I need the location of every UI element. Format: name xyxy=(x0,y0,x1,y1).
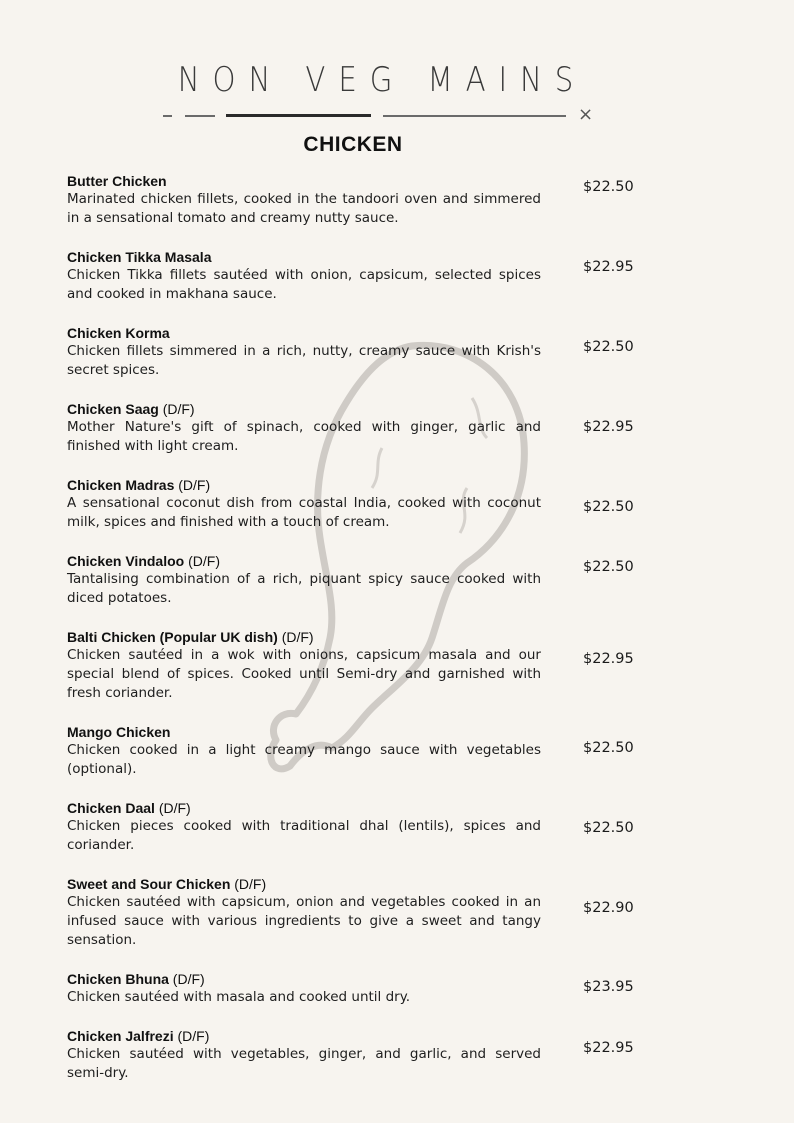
divider xyxy=(163,115,172,117)
menu-item xyxy=(67,629,707,703)
menu-item-price: $22.50 xyxy=(583,820,634,836)
menu-item-description: Tantalising combination of a rich, piquant spicy sauce cooked with diced potatoes. xyxy=(67,571,541,606)
menu-item-name: Chicken Korma xyxy=(67,325,170,341)
menu-item-title xyxy=(67,800,707,817)
menu-item xyxy=(67,876,707,950)
menu-item-description: Marinated chicken fillets, cooked in the tandoori oven and simmered in a sensational tomato and creamy nutty sauce. xyxy=(67,191,541,226)
menu-item-price: $22.50 xyxy=(583,740,634,756)
menu-item-description: Chicken sautéed with capsicum, onion and vegetables cooked in an infused sauce with various ingredients to give a sweet and tangy sensation. xyxy=(67,894,541,948)
dairy-free-tag: (D/F) xyxy=(178,477,211,493)
menu-item-price: $22.90 xyxy=(583,900,634,916)
section-title: CHICKEN xyxy=(303,133,403,156)
dairy-free-tag: (D/F) xyxy=(172,971,205,987)
menu-item-price: $22.50 xyxy=(583,499,634,515)
menu-item-name: Chicken Jalfrezi xyxy=(67,1028,174,1044)
menu-item-description: Mother Nature's gift of spinach, cooked with ginger, garlic and finished with light cream. xyxy=(67,419,541,454)
menu-item-title xyxy=(67,629,707,646)
menu-item-name: Chicken Saag xyxy=(67,401,159,417)
menu-item-price: $22.50 xyxy=(583,179,634,195)
menu-item-name: Chicken Daal xyxy=(67,800,155,816)
divider xyxy=(383,115,566,117)
menu-item xyxy=(67,724,707,779)
menu-item-title xyxy=(67,401,707,418)
menu-item-price: $22.95 xyxy=(583,1040,634,1056)
menu-item-price: $23.95 xyxy=(583,979,634,995)
menu-item xyxy=(67,553,707,608)
dairy-free-tag: (D/F) xyxy=(234,876,267,892)
page-title: NON VEG MAINS xyxy=(177,60,587,100)
menu-item xyxy=(67,477,707,532)
dairy-free-tag: (D/F) xyxy=(188,553,220,569)
menu-item-name: Chicken Bhuna xyxy=(67,971,169,987)
menu-item-price: $22.50 xyxy=(583,339,634,355)
menu-item xyxy=(67,173,707,228)
menu-item-price: $22.95 xyxy=(583,419,634,435)
menu-item xyxy=(67,325,707,380)
dairy-free-tag: (D/F) xyxy=(162,401,195,417)
menu-item-name: Mango Chicken xyxy=(67,724,171,740)
menu-item-price: $22.95 xyxy=(583,651,634,667)
menu-item-price: $22.95 xyxy=(583,259,634,275)
dairy-free-tag: (D/F) xyxy=(158,800,191,816)
menu-item-description: A sensational coconut dish from coastal India, cooked with coconut milk, spices and finished with a touch of cream. xyxy=(67,495,541,530)
menu-item-description: Chicken pieces cooked with traditional dhal (lentils), spices and coriander. xyxy=(67,818,541,853)
dairy-free-tag: (D/F) xyxy=(177,1028,210,1044)
menu-item-description: Chicken cooked in a light creamy mango sauce with vegetables (optional). xyxy=(67,742,541,777)
menu-item-title xyxy=(67,876,707,893)
menu-item xyxy=(67,971,707,1007)
menu-item-name: Chicken Madras xyxy=(67,477,175,493)
menu-item xyxy=(67,401,707,456)
menu-item-description: Chicken fillets simmered in a rich, nutty, creamy sauce with Krish's secret spices. xyxy=(67,343,541,378)
menu-item-name: Butter Chicken xyxy=(67,173,167,189)
menu-item-description: Chicken sautéed with vegetables, ginger, and garlic, and served semi-dry. xyxy=(67,1046,541,1081)
menu-item-name: Sweet and Sour Chicken xyxy=(67,876,231,892)
close-icon: × xyxy=(578,104,594,125)
dairy-free-tag: (D/F) xyxy=(281,629,314,645)
menu-item xyxy=(67,800,707,855)
menu-item-title xyxy=(67,477,707,494)
menu-item-title xyxy=(67,724,707,741)
divider xyxy=(226,114,371,117)
menu-item-name: Balti Chicken (Popular UK dish) xyxy=(67,629,278,645)
divider xyxy=(185,115,215,117)
menu-item-description: Chicken sautéed in a wok with onions, capsicum masala and our special blend of spices. Cooked until Semi-dry and garnished with fresh coriander. xyxy=(67,647,541,701)
menu-item-price: $22.50 xyxy=(583,559,634,575)
menu-item xyxy=(67,1028,707,1083)
menu-item xyxy=(67,249,707,304)
menu-item-name: Chicken Vindaloo xyxy=(67,553,185,569)
menu-item-description: Chicken Tikka fillets sautéed with onion, capsicum, selected spices and cooked in makhana sauce. xyxy=(67,267,541,302)
menu-item-name: Chicken Tikka Masala xyxy=(67,249,212,265)
menu-item-description: Chicken sautéed with masala and cooked until dry. xyxy=(67,989,411,1005)
